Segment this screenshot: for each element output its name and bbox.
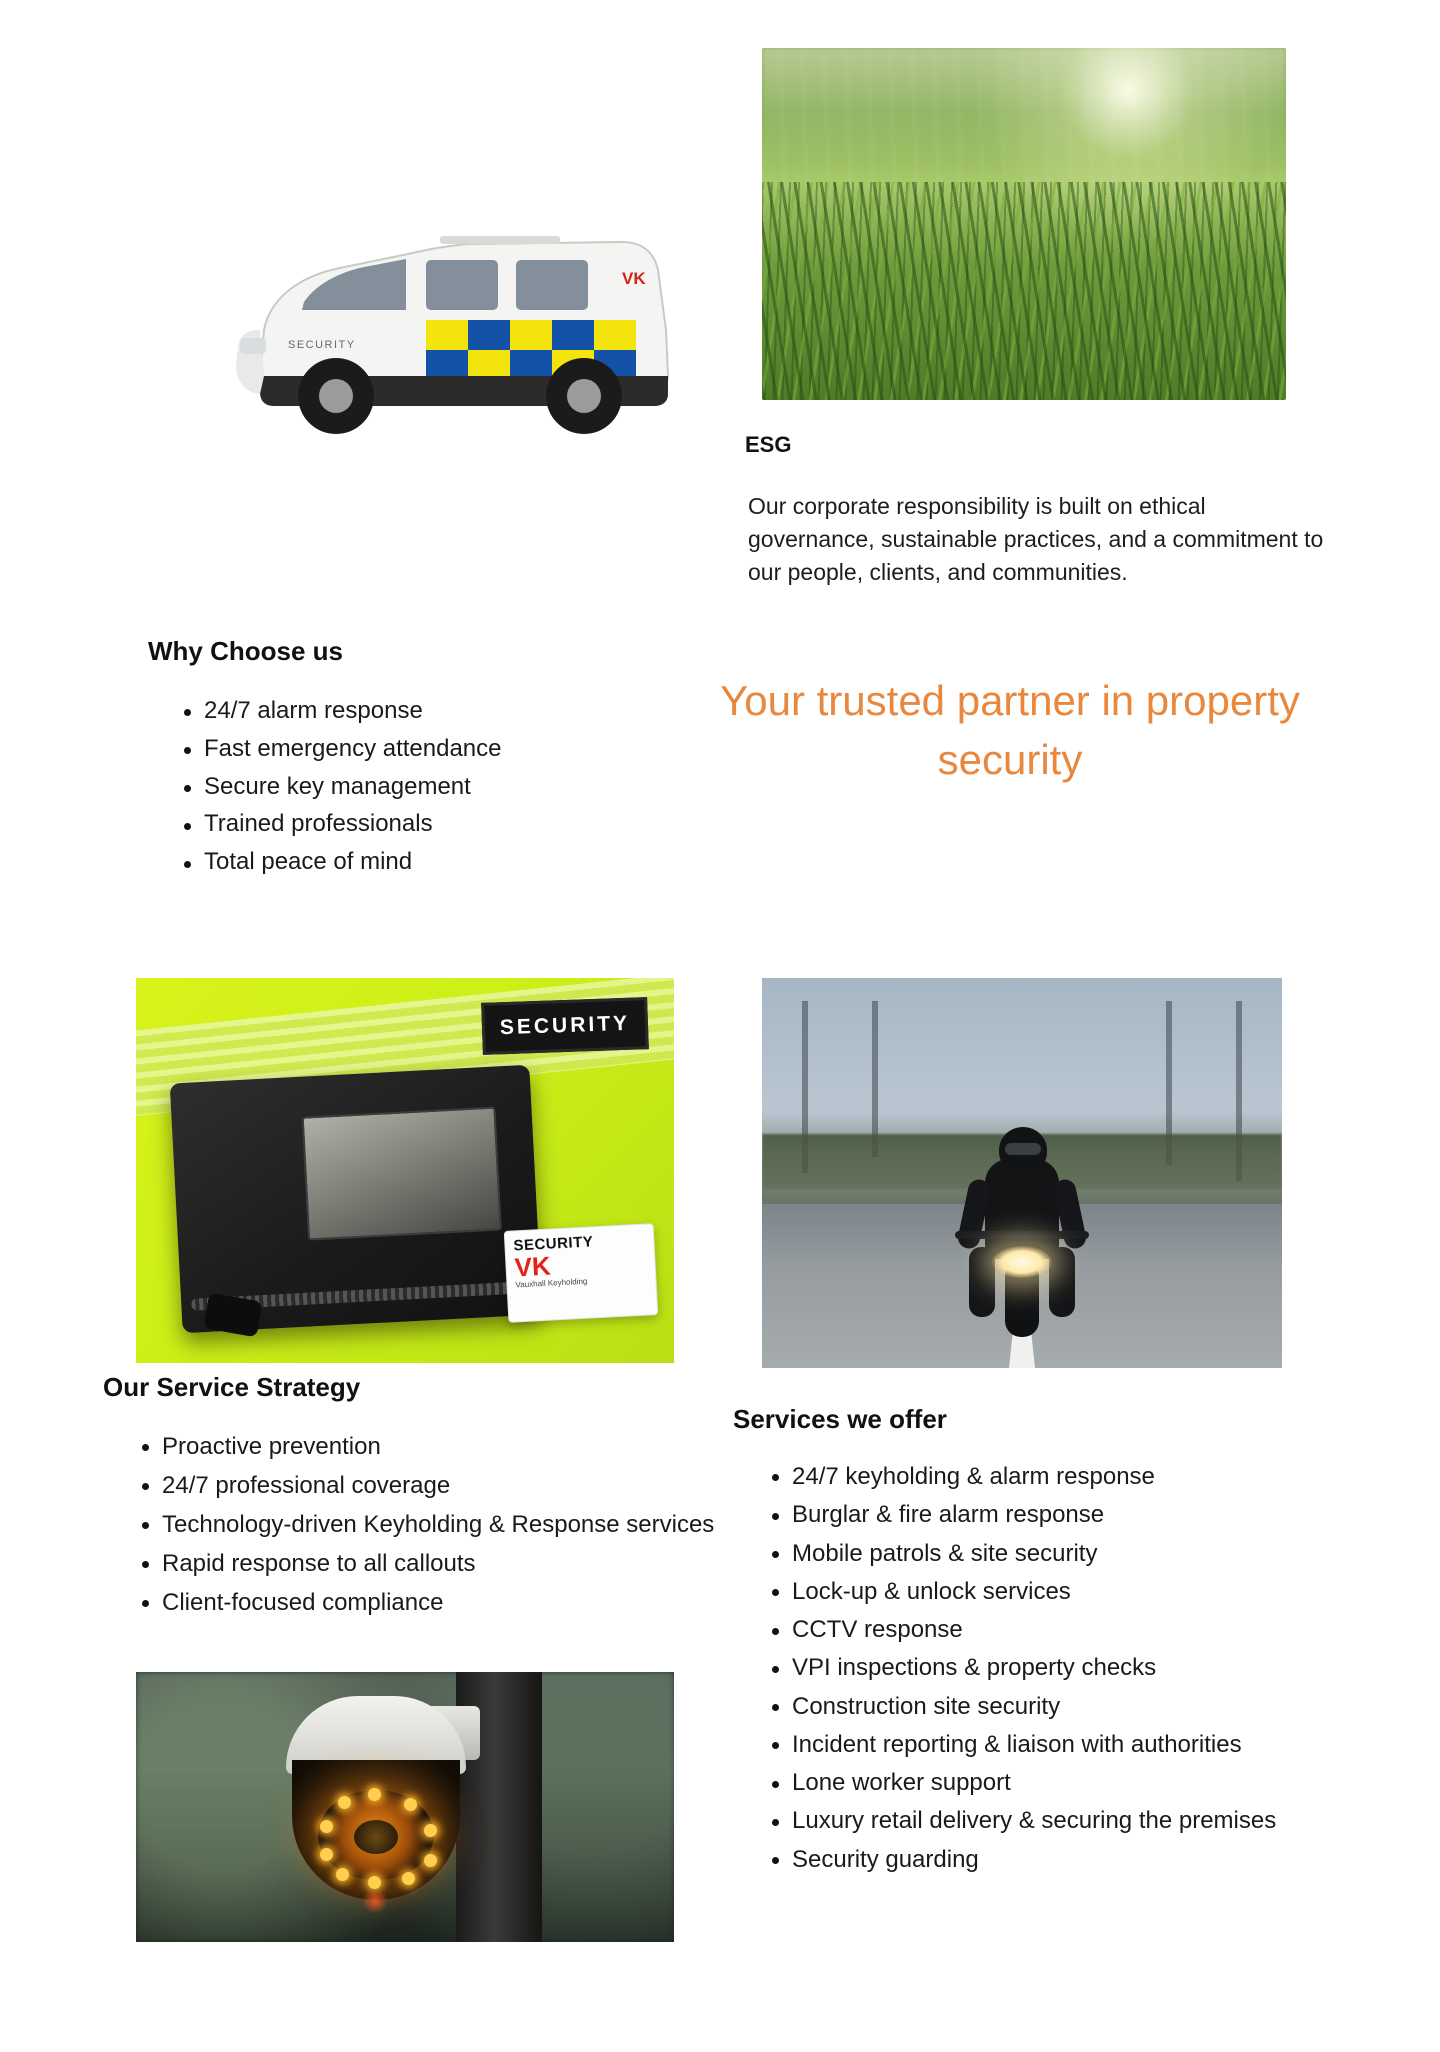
esg-body-text: Our corporate responsibility is built on ethical governance, sustainable practices, and a commitment to our people, clients, and communities.	[748, 493, 1324, 585]
ir-led	[320, 1848, 333, 1861]
list-item: 24/7 professional coverage	[162, 1471, 722, 1501]
wallet-window	[302, 1107, 502, 1241]
service-strategy-list	[128, 1432, 722, 1627]
services-offered-list	[758, 1462, 1352, 1883]
list-item: CCTV response	[792, 1615, 1352, 1644]
ir-led	[338, 1796, 351, 1809]
esg-heading: ESG	[745, 432, 792, 457]
headlight	[991, 1245, 1053, 1279]
list-item: Secure key management	[204, 773, 624, 802]
list-item: Trained professionals	[204, 810, 624, 839]
services-offered-heading: Services we offer	[733, 1404, 947, 1434]
list-item: 24/7 keyholding & alarm response	[792, 1462, 1352, 1491]
list-item: VPI inspections & property checks	[792, 1653, 1352, 1682]
list-item: Fast emergency attendance	[204, 735, 624, 764]
tagline: Your trusted partner in property security	[720, 677, 1300, 783]
helmet-visor	[1005, 1143, 1041, 1155]
camera-lens	[354, 1820, 398, 1854]
list-item: Incident reporting & liaison with authorities	[792, 1730, 1352, 1759]
list-item: Burglar & fire alarm response	[792, 1500, 1352, 1529]
security-patch-text: SECURITY	[481, 997, 649, 1055]
handlebars	[955, 1231, 1089, 1239]
van-logo-text: VK	[622, 269, 646, 288]
rider-torso	[985, 1159, 1059, 1259]
list-item: 24/7 alarm response	[204, 697, 624, 726]
list-item: Lock-up & unlock services	[792, 1577, 1352, 1606]
list-item: Construction site security	[792, 1692, 1352, 1721]
ir-led	[320, 1820, 333, 1833]
list-item: Client-focused compliance	[162, 1588, 722, 1618]
rider-leg-right	[1049, 1247, 1075, 1317]
ir-led	[368, 1788, 381, 1801]
ir-led	[424, 1854, 437, 1867]
why-choose-us-list	[170, 697, 624, 886]
security-branding-card	[504, 1223, 659, 1323]
list-item: Technology-driven Keyholding & Response services	[162, 1510, 722, 1540]
list-item: Luxury retail delivery & securing the premises	[792, 1806, 1352, 1835]
van-door-text: SECURITY	[288, 339, 356, 351]
card-line-3: Vauxhall Keyholding	[515, 1276, 588, 1290]
card-line-2: VK	[513, 1250, 552, 1283]
service-strategy-heading: Our Service Strategy	[103, 1372, 361, 1402]
list-item: Proactive prevention	[162, 1432, 722, 1462]
list-item: Security guarding	[792, 1845, 1352, 1874]
list-item: Rapid response to all callouts	[162, 1549, 722, 1579]
motorbike-rider-image	[762, 978, 1282, 1368]
ir-led	[424, 1824, 437, 1837]
ir-led	[404, 1798, 417, 1811]
cctv-camera-image	[136, 1672, 674, 1942]
security-response-van-image	[230, 180, 690, 460]
background-lamp-glow	[362, 1888, 388, 1914]
list-item: Total peace of mind	[204, 848, 624, 877]
motorbike-rider	[947, 1127, 1097, 1337]
list-item: Mobile patrols & site security	[792, 1539, 1352, 1568]
key-pouch-image	[136, 978, 674, 1363]
why-choose-us-heading: Why Choose us	[148, 636, 344, 666]
key-wallet	[170, 1065, 543, 1333]
card-line-1: SECURITY	[513, 1233, 594, 1255]
ir-led	[402, 1872, 415, 1885]
grass-field-image	[762, 48, 1286, 400]
list-item: Lone worker support	[792, 1768, 1352, 1797]
ir-led	[336, 1868, 349, 1881]
